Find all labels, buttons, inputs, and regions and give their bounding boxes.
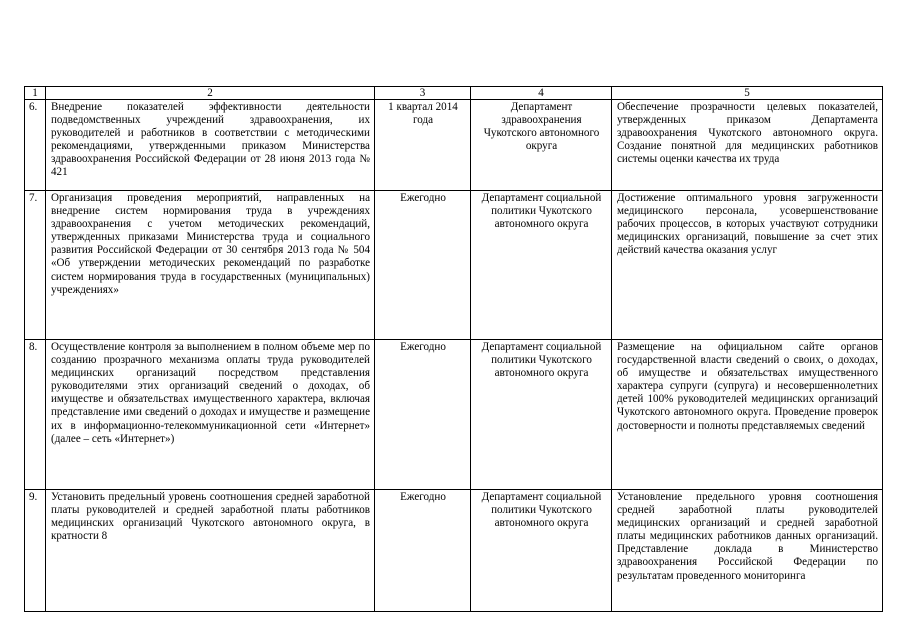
row-number: 6.	[25, 100, 46, 191]
table-row	[25, 100, 883, 191]
deadline-cell: 1 квартал 2014 года	[375, 100, 471, 191]
row-number: 8.	[25, 340, 46, 490]
deadline-cell: Ежегодно	[375, 191, 471, 340]
responsible-cell: Департамент социальной политики Чукотского автономного округа	[471, 340, 612, 490]
result-cell: Достижение оптимального уровня загруженности медицинского персонала, усовершенствование рабочих процессов, в которых участвуют сотрудники медицинских организаций, повышение за счет этих действий качества оказания услуг	[612, 191, 883, 340]
responsible-cell: Департамент здравоохранения Чукотского автономного округа	[471, 100, 612, 191]
column-responsible-header: 4	[471, 87, 612, 100]
responsible-cell: Департамент социальной политики Чукотского автономного округа	[471, 490, 612, 612]
measure-cell: Установить предельный уровень соотношения средней заработной платы руководителей и средней заработной платы работников медицинских организаций Чукотского автономного округа, в кратности 8	[46, 490, 375, 612]
column-result-header: 5	[612, 87, 883, 100]
column-number-header: 1	[25, 87, 46, 100]
header-row	[25, 87, 883, 100]
table-row	[25, 340, 883, 490]
measure-cell: Осуществление контроля за выполнением в полном объеме мер по созданию прозрачного механизма оплаты труда руководителей медицинских организаций посредством представления руководителями этих организаций сведений о доходах, об имуществе и обязательствах имущественного характера, включая представление ими сведений о доходах и имуществе и размещение их в информационно-телекоммуникационной сети «Интернет» (далее – сеть «Интернет»)	[46, 340, 375, 490]
measures-table	[24, 86, 883, 612]
measure-cell: Организация проведения мероприятий, направленных на внедрение систем нормирования труда в учреждениях здравоохранения с учетом методических рекомендаций, утвержденных приказами Министерства труда и социального развития Российской Федерации от 30 сентября 2013 года № 504 «Об утверждении методических рекомендаций по разработке систем нормирования труда в государственных (муниципальных) учреждениях»	[46, 191, 375, 340]
result-cell: Установление предельного уровня соотношения средней заработной платы руководителей медицинских организаций и средней заработной платы медицинских работников данных организаций. Представление доклада в Министерство здравоохранения Российской Федерации по результатам проведенного мониторинга	[612, 490, 883, 612]
row-number: 7.	[25, 191, 46, 340]
column-deadline-header: 3	[375, 87, 471, 100]
deadline-cell: Ежегодно	[375, 340, 471, 490]
row-number: 9.	[25, 490, 46, 612]
table-row	[25, 191, 883, 340]
column-measure-header: 2	[46, 87, 375, 100]
result-cell: Обеспечение прозрачности целевых показателей, утвержденных приказом Департамента здравоохранения Чукотского автономного округа. Создание понятной для медицинских работников системы оценки качества их труда	[612, 100, 883, 191]
table-row	[25, 490, 883, 612]
measure-cell: Внедрение показателей эффективности деятельности подведомственных учреждений здравоохранения, их руководителей и работников в соответствии с методическими рекомендациями, утвержденными приказом Министерства здравоохранения Российской Федерации от 28 июня 2013 года № 421	[46, 100, 375, 191]
deadline-cell: Ежегодно	[375, 490, 471, 612]
result-cell: Размещение на официальном сайте органов государственной власти сведений о своих, о доходах, об имуществе и обязательствах имущественного характера супруги (супруга) и несовершеннолетних детей 100% руководителей медицинских организаций Чукотского автономного округа. Проведение проверок достоверности и полноты представляемых сведений	[612, 340, 883, 490]
responsible-cell: Департамент социальной политики Чукотского автономного округа	[471, 191, 612, 340]
